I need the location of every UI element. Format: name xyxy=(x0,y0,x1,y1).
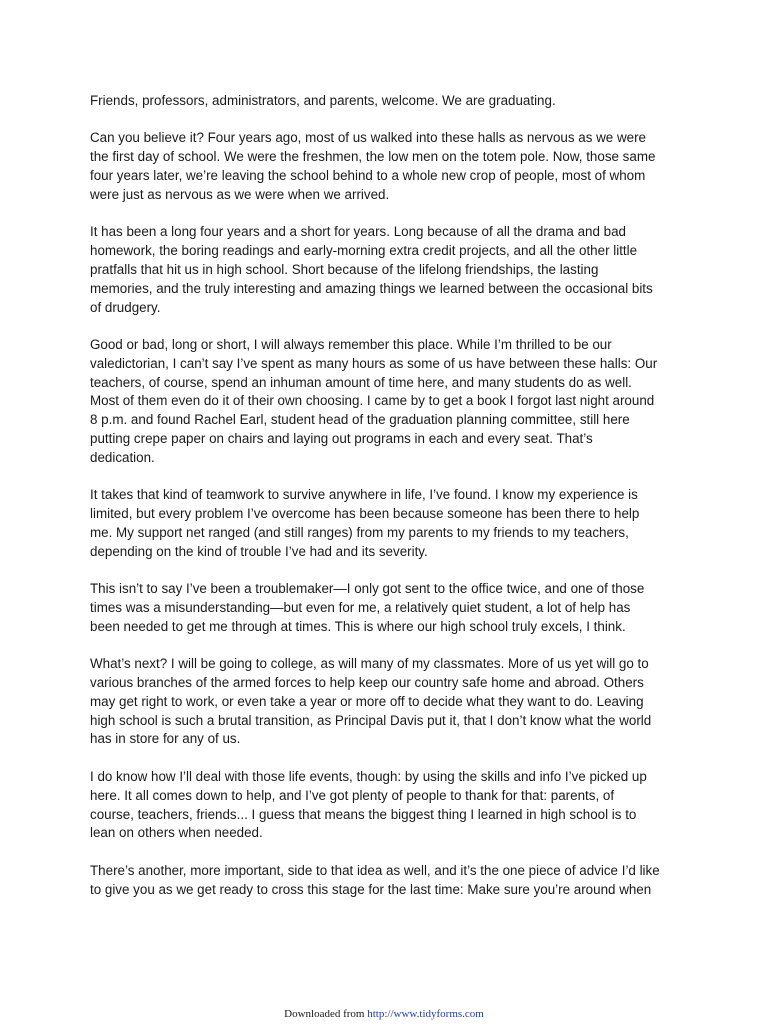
text-line: pratfalls that hit us in high school. Short because of the lifelong friendships, the lasting xyxy=(90,261,599,277)
text-line: of drudgery. xyxy=(90,299,161,315)
text-line: has in store for any of us. xyxy=(90,731,241,747)
text-line: Friends, professors, administrators, and parents, welcome. We are graduating. xyxy=(90,93,556,108)
text-line: What’s next? I will be going to college, as will many of my classmates. More of us yet will go to xyxy=(90,656,649,672)
text-line: valedictorian, I can’t say I’ve spent as many hours as some of us have between these halls: Our xyxy=(90,355,658,371)
text-line: here. It all comes down to help, and I’ve got plenty of people to thank for that: parents, of xyxy=(90,787,615,803)
text-line: been needed to get me through at times. This is where our high school truly excels, I think. xyxy=(90,618,626,634)
text-line: depending on the kind of trouble I’ve had and its severity. xyxy=(90,543,428,559)
text-line: the first day of school. We were the freshmen, the low men on the totem pole. Now, those same xyxy=(90,149,656,165)
paragraph xyxy=(90,768,690,843)
text-line: four years later, we’re leaving the school behind to a whole new crop of people, most of whom xyxy=(90,168,646,184)
text-line: There’s another, more important, side to that idea as well, and it’s the one piece of advice I’d like xyxy=(90,862,660,878)
paragraph xyxy=(90,655,690,749)
text-line: may get right to work, or even take a year or more off to decide what they want to do. Leaving xyxy=(90,693,644,709)
text-line: It takes that kind of teamwork to survive anywhere in life, I’ve found. I know my experience is xyxy=(90,487,638,503)
text-line: memories, and the truly interesting and amazing things we learned between the occasional bits xyxy=(90,280,653,296)
text-line: putting crepe paper on chairs and laying out programs in each and every seat. That’s xyxy=(90,431,593,447)
text-line: course, teachers, friends... I guess that means the biggest thing I learned in high school is to xyxy=(90,806,637,822)
download-footer xyxy=(0,1007,768,1021)
text-line: me. My support net ranged (and still ranges) from my parents to my friends to my teachers, xyxy=(90,524,629,540)
paragraph xyxy=(90,129,690,204)
text-line: high school is such a brutal transition, as Principal Davis put it, that I don’t know what the world xyxy=(90,712,652,728)
text-line: teachers, of course, spend an inhuman amount of time here, and many students do as well. xyxy=(90,374,632,390)
paragraph xyxy=(90,862,690,900)
footer-link[interactable]: http://www.tidyforms.com xyxy=(367,1008,484,1020)
text-line: I do know how I’ll deal with those life events, though: by using the skills and info I’ve picked up xyxy=(90,768,647,784)
paragraph xyxy=(90,486,690,561)
text-line: 8 p.m. and found Rachel Earl, student head of the graduation planning committee, still here xyxy=(90,412,630,428)
text-line: Good or bad, long or short, I will always remember this place. While I’m thrilled to be our xyxy=(90,337,612,353)
text-line: dedication. xyxy=(90,449,155,465)
footer-prefix: Downloaded from xyxy=(284,1008,368,1020)
text-line: lean on others when needed. xyxy=(90,825,263,841)
document-body xyxy=(90,92,690,899)
text-line: limited, but every problem I’ve overcome has been because someone has been there to help xyxy=(90,506,640,522)
text-line: Can you believe it? Four years ago, most of us walked into these halls as nervous as we were xyxy=(90,130,646,146)
text-line: to give you as we get ready to cross this stage for the last time: Make sure you’re around when xyxy=(90,881,652,897)
text-line: various branches of the armed forces to help keep our country safe home and abroad. Others xyxy=(90,675,644,691)
text-line: This isn’t to say I’ve been a troublemaker—I only got sent to the office twice, and one of those xyxy=(90,581,645,597)
text-line: It has been a long four years and a short for years. Long because of all the drama and bad xyxy=(90,224,626,240)
paragraph xyxy=(90,223,690,317)
paragraph xyxy=(90,580,690,636)
paragraph xyxy=(90,336,690,468)
text-line: homework, the boring readings and early-morning extra credit projects, and all the other little xyxy=(90,243,638,259)
text-line: were just as nervous as we were when we arrived. xyxy=(90,186,390,202)
text-line: times was a misunderstanding—but even for me, a relatively quiet student, a lot of help has xyxy=(90,599,631,615)
text-line: Most of them even do it of their own choosing. I came by to get a book I forgot last night around xyxy=(90,393,655,409)
paragraph xyxy=(90,92,690,111)
